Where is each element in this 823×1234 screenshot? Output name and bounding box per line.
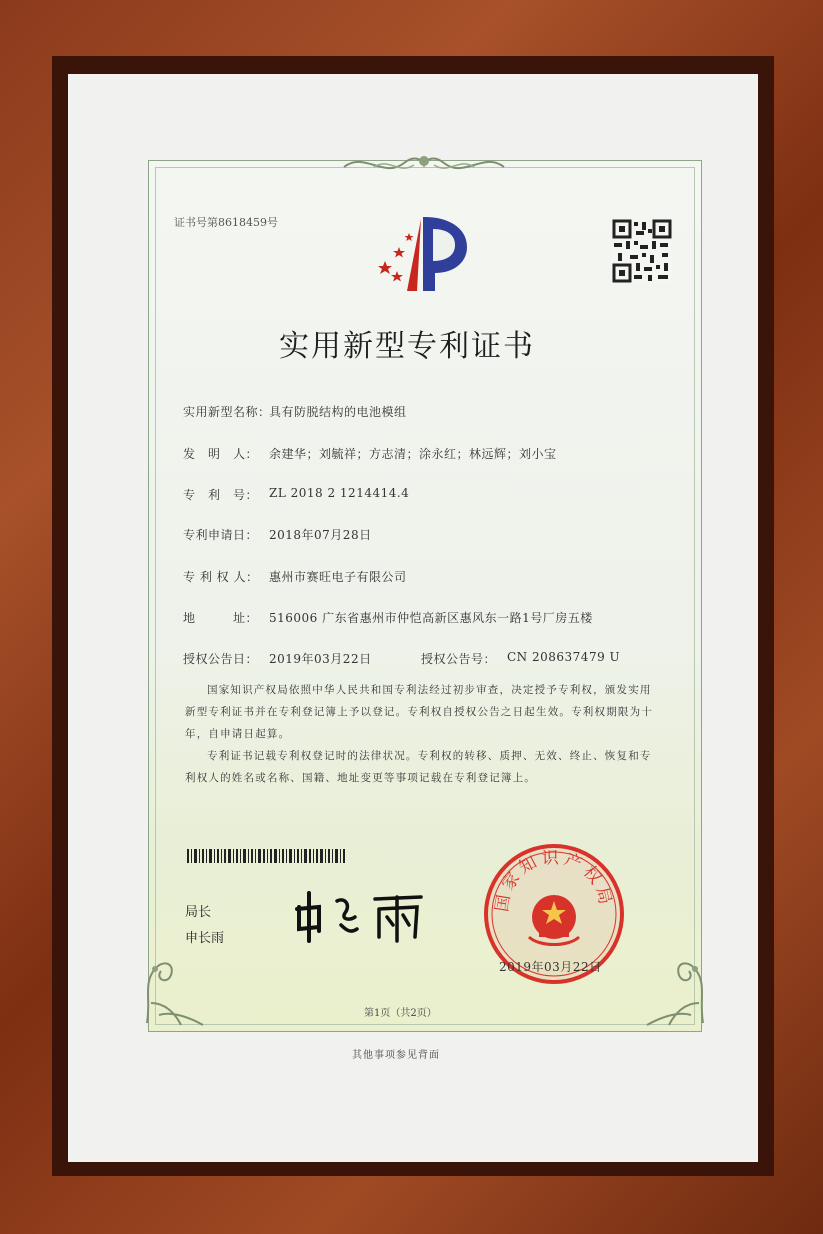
paragraph-1-line-3: 年，自申请日起算。	[185, 728, 291, 740]
grant-date-label: 授权公告日：	[183, 652, 259, 666]
certificate-sheet	[148, 160, 702, 1032]
patentee-value: 惠州市赛旺电子有限公司	[269, 570, 407, 584]
cnipa-logo-icon	[377, 213, 473, 293]
utility-name-value: 具有防脱结构的电池模组	[269, 405, 407, 419]
certificate-title: 实用新型专利证书	[279, 329, 535, 364]
grant-date-value: 2019年03月22日	[269, 652, 372, 666]
seal-text: 国家知识产权局	[492, 848, 616, 914]
paragraph-2-line-2: 利权人的姓名或名称、国籍、地址变更等事项记载在专利登记簿上。	[185, 772, 536, 784]
paragraph-1-line-1: 国家知识产权局依照中华人民共和国专利法经过初步审查，决定授予专利权，颁发实用	[207, 684, 652, 696]
inventor-label: 发 明 人：	[183, 447, 259, 461]
inventor-value: 余建华；刘毓祥；方志清；涂永红；林远辉；刘小宝	[269, 447, 557, 461]
seal-date: 2019年03月22日	[499, 960, 602, 974]
grant-number-value: CN 208637479 U	[507, 650, 621, 664]
bottom-left-ornament-icon	[141, 943, 211, 1029]
patent-number-value: ZL 2018 2 1214414.4	[269, 486, 410, 500]
grant-number-label: 授权公告号：	[421, 652, 497, 666]
patent-number-label: 专 利 号：	[183, 488, 259, 502]
bottom-right-ornament-icon	[639, 943, 709, 1029]
utility-name-label: 实用新型名称：	[183, 405, 271, 419]
paragraph-2-line-1: 专利证书记载专利权登记时的法律状况。专利权的转移、质押、无效、终止、恢复和专	[207, 750, 652, 762]
certificate-number: 证书号第8618459号	[174, 216, 278, 229]
signature-image	[289, 879, 429, 949]
official-name: 申长雨	[185, 931, 225, 946]
page-info: 第1页（共2页）	[364, 1008, 437, 1019]
address-label: 地 址：	[183, 611, 259, 625]
patentee-label: 专 利 权 人：	[183, 570, 259, 584]
footer-note: 其他事项参见背面	[352, 1050, 440, 1061]
barcode-icon	[187, 849, 347, 863]
top-ornament-icon	[334, 149, 514, 181]
paragraph-1-line-2: 新型专利证书并在专利登记簿上予以登记。专利权自授权公告之日起生效。专利权期限为十	[185, 706, 653, 718]
qr-code-icon	[612, 219, 672, 283]
official-title: 局长	[185, 905, 212, 920]
address-value: 516006 广东省惠州市仲恺高新区惠风东一路1号厂房五楼	[269, 611, 593, 625]
filing-date-value: 2018年07月28日	[269, 528, 372, 542]
filing-date-label: 专利申请日：	[183, 528, 259, 542]
